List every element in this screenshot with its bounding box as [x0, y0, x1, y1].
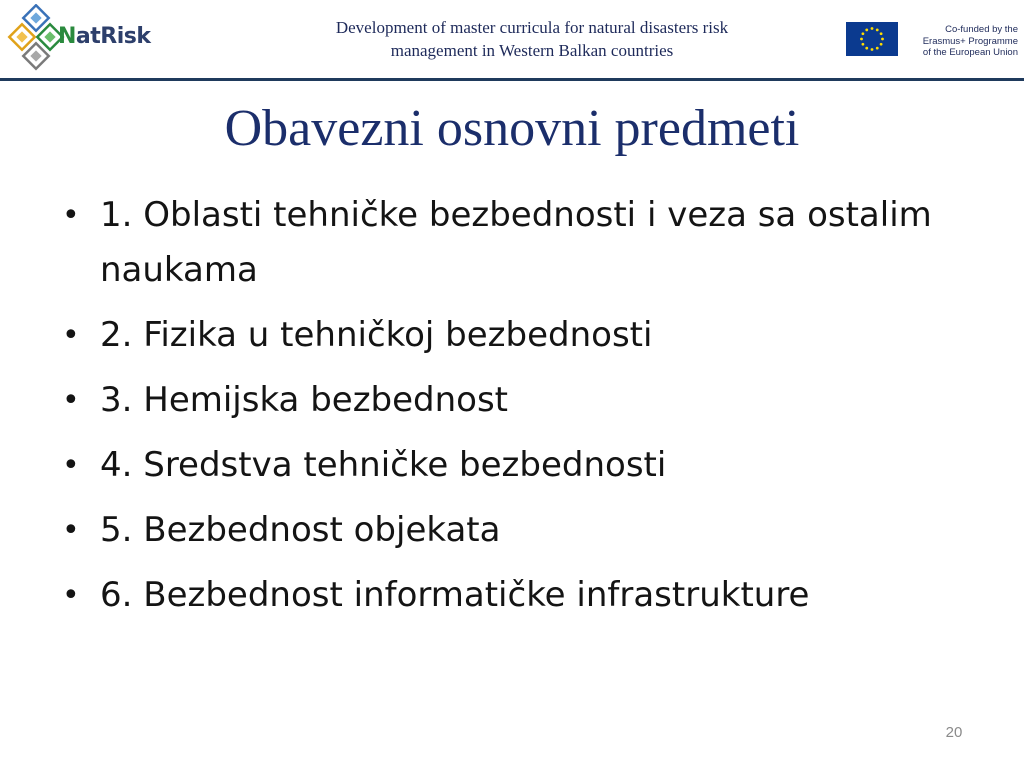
bullet-text: 5. Bezbednost objekata — [100, 510, 501, 550]
bullet-item — [54, 568, 934, 623]
logo-text-initial: N — [58, 24, 76, 49]
eu-text-line-2: Erasmus+ Programme — [922, 35, 1018, 47]
natrisk-logo — [6, 4, 166, 72]
header-divider — [0, 78, 1024, 81]
bullet-list — [54, 188, 934, 633]
bullet-marker: • — [62, 198, 80, 233]
bullet-text: 4. Sredstva tehničke bezbednosti — [100, 445, 667, 485]
bullet-text: 1. Oblasti tehničke bezbednosti i veza sa ostalim naukama — [100, 195, 932, 290]
eu-cofunding-text — [904, 24, 1018, 59]
slide-header — [0, 0, 1024, 78]
eu-cofunding-badge — [846, 22, 1018, 62]
bullet-item — [54, 308, 934, 363]
header-title-line-1: Development of master curricula for natural disasters risk — [335, 18, 729, 37]
natrisk-emblem-icon — [6, 4, 66, 72]
eu-text-line-3: of the European Union — [922, 47, 1018, 58]
bullet-marker: • — [62, 318, 80, 353]
natrisk-logo-text — [58, 26, 151, 48]
bullet-item — [54, 373, 934, 428]
slide-title: Obavezni osnovni predmeti — [224, 100, 800, 157]
bullet-marker: • — [62, 578, 80, 613]
bullet-marker: • — [62, 448, 80, 483]
eu-flag-icon — [846, 22, 898, 56]
page-number: 20 — [945, 724, 963, 741]
bullet-text: 3. Hemijska bezbednost — [100, 380, 509, 420]
header-title-line-2: management in Western Balkan countries — [390, 41, 674, 60]
bullet-item — [54, 188, 934, 298]
logo-text-rest: atRisk — [75, 24, 151, 49]
bullet-marker: • — [62, 513, 80, 548]
bullet-text: 6. Bezbednost informatičke infrastrukture — [100, 575, 810, 615]
bullet-item — [54, 503, 934, 558]
bullet-item — [54, 438, 934, 493]
header-project-title — [256, 16, 808, 62]
eu-text-line-1: Co-funded by the — [945, 24, 1018, 35]
bullet-marker: • — [62, 383, 80, 418]
bullet-text: 2. Fizika u tehničkoj bezbednosti — [100, 315, 653, 355]
